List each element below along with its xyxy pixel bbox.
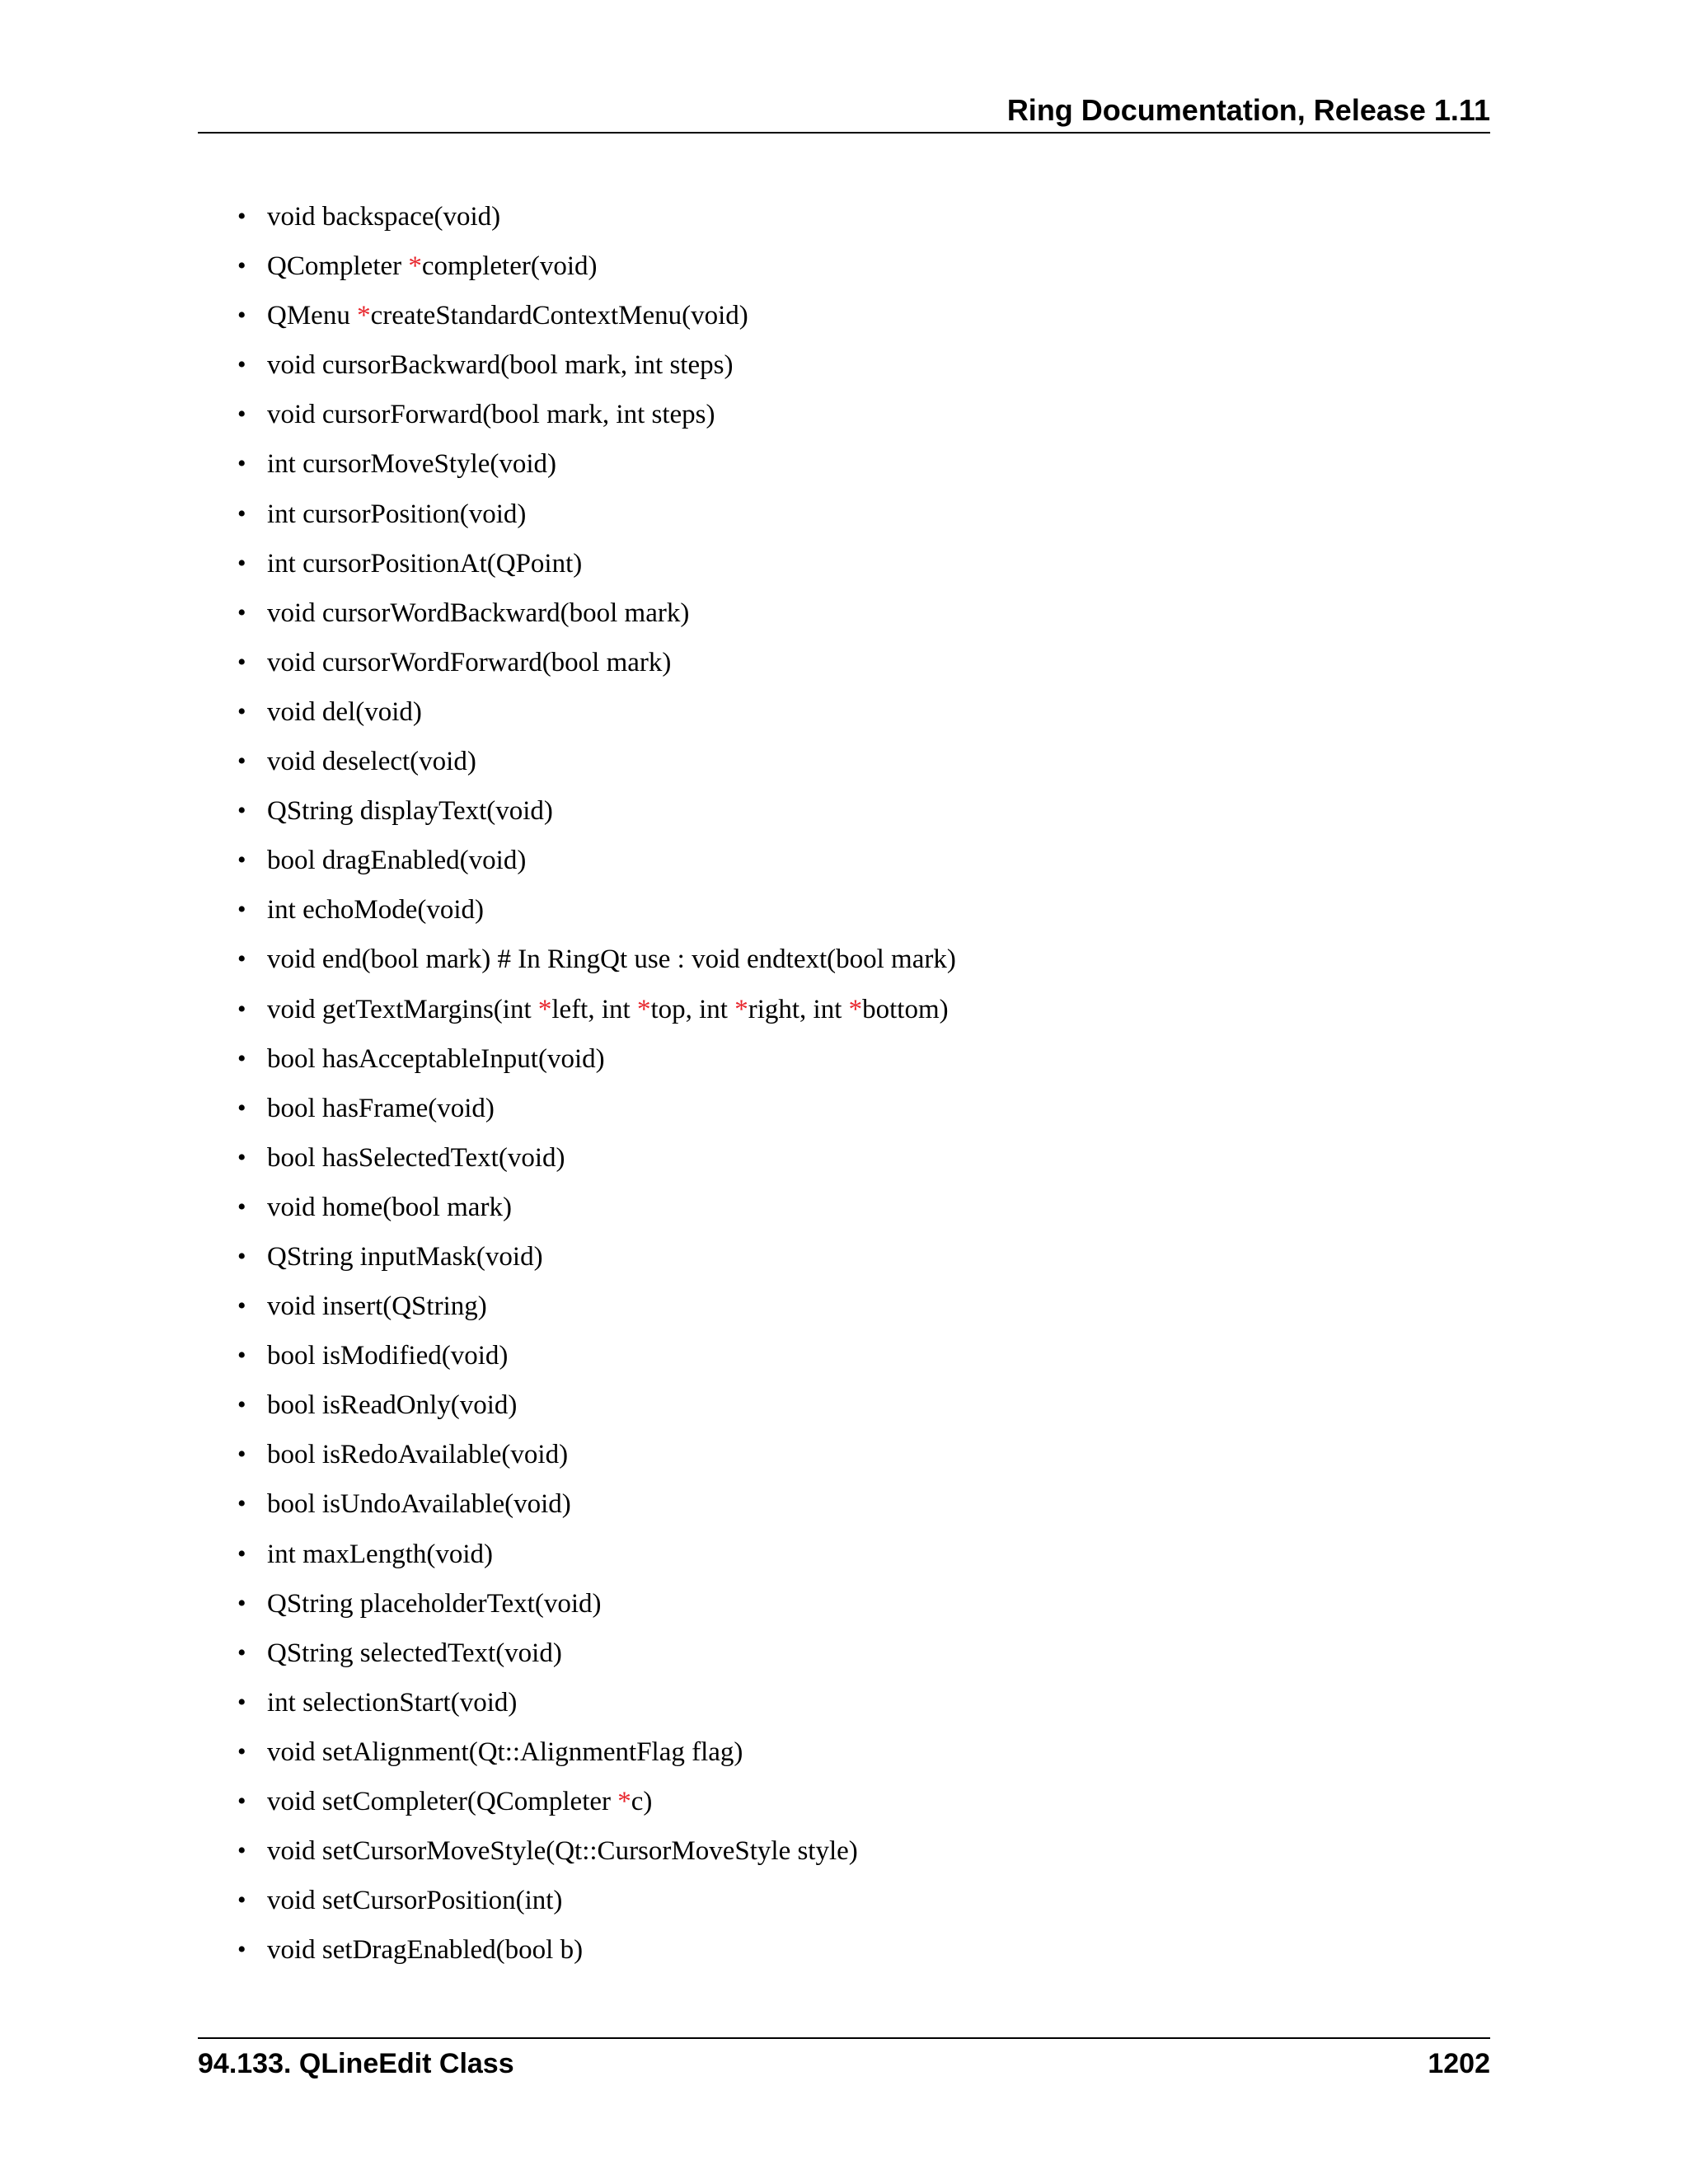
list-item [237,492,956,541]
list-item [237,1631,956,1680]
bullet-icon: • [237,401,246,429]
list-item [237,1482,956,1531]
list-item [237,442,956,491]
list-item [237,739,956,789]
method-signature: void setAlignment(Qt::AlignmentFlag flag) [267,1736,743,1767]
method-signature: void cursorBackward(bool mark, int steps) [267,350,734,381]
bullet-icon: • [237,598,246,626]
method-signature: void setDragEnabled(bool b) [267,1935,584,1966]
method-signature: bool isUndoAvailable(void) [267,1489,571,1520]
bullet-icon: • [237,748,246,776]
method-signature: QString placeholderText(void) [267,1588,602,1619]
method-signature: void cursorWordForward(bool mark) [267,647,672,677]
method-signature: void end(bool mark) # In RingQt use : void endtext(bool mark) [267,944,956,975]
method-signature: int cursorMoveStyle(void) [267,449,557,480]
list-item [237,392,956,442]
bullet-icon: • [237,450,246,478]
method-signature: int cursorPosition(void) [267,499,527,529]
bullet-icon: • [237,499,246,527]
method-signature: int selectionStart(void) [267,1687,518,1718]
bullet-icon: • [237,1193,246,1221]
pointer-asterisk: * [734,994,748,1024]
list-item [237,591,956,640]
list-item [237,690,956,739]
bullet-icon: • [237,1837,246,1865]
method-signature: bool dragEnabled(void) [267,846,527,876]
bullet-icon: • [237,1391,246,1419]
pointer-asterisk: * [848,994,863,1024]
list-item [237,1383,956,1432]
method-signature: bool hasSelectedText(void) [267,1142,565,1173]
footer-section-title: 94.133. QLineEdit Class [198,2048,514,2079]
method-signature: void insert(QString) [267,1291,487,1322]
method-signature: void del(void) [267,696,422,727]
bullet-icon: • [237,945,246,973]
method-signature: bool isRedoAvailable(void) [267,1440,569,1470]
list-item [237,194,956,244]
list-item [237,987,956,1037]
bullet-icon: • [237,351,246,379]
bullet-icon: • [237,797,246,825]
bullet-icon: • [237,1242,246,1270]
method-signature: int cursorPositionAt(QPoint) [267,548,583,579]
method-signature: QString inputMask(void) [267,1241,543,1272]
method-signature: void setCompleter(QCompleter *c) [267,1787,653,1816]
method-signature: void home(bool mark) [267,1192,512,1222]
list-item [237,937,956,987]
method-signature: void setCursorPosition(int) [267,1886,563,1916]
method-signature: void backspace(void) [267,202,501,232]
bullet-icon: • [237,697,246,725]
bullet-icon: • [237,1540,246,1568]
header-title: Ring Documentation, Release 1.11 [1006,93,1490,127]
bullet-icon: • [237,1688,246,1716]
list-item [237,1680,956,1730]
list-item [237,1235,956,1284]
method-signature: bool hasAcceptableInput(void) [267,1043,605,1074]
bullet-icon: • [237,1788,246,1815]
method-signature: void setCursorMoveStyle(Qt::CursorMoveStyle style) [267,1836,858,1867]
list-item [237,244,956,293]
list-item [237,1779,956,1829]
bullet-icon: • [237,1589,246,1617]
pointer-asterisk: * [617,1787,631,1816]
bullet-icon: • [237,549,246,577]
list-item [237,888,956,937]
list-item [237,293,956,343]
method-signature: bool isModified(void) [267,1341,509,1371]
pointer-asterisk: * [537,994,552,1024]
pointer-asterisk: * [408,251,422,282]
bullet-icon: • [237,1490,246,1518]
list-item [237,1532,956,1582]
bullet-icon: • [237,203,246,230]
list-item [237,1928,956,1977]
bullet-icon: • [237,846,246,874]
list-item [237,343,956,392]
method-signature: int echoMode(void) [267,895,485,926]
bullet-icon: • [237,302,246,330]
bullet-icon: • [237,1143,246,1171]
list-item [237,789,956,838]
list-item [237,1284,956,1333]
bullet-icon: • [237,1638,246,1666]
list-item [237,1582,956,1631]
method-signature: bool hasFrame(void) [267,1093,495,1123]
list-item [237,1333,956,1383]
method-signature: QMenu *createStandardContextMenu(void) [267,301,748,331]
list-item [237,541,956,591]
list-item [237,1086,956,1136]
bullet-icon: • [237,252,246,280]
list-item [237,1878,956,1928]
pointer-asterisk: * [636,994,651,1024]
bullet-icon: • [237,1936,246,1964]
method-signature: bool isReadOnly(void) [267,1390,518,1421]
bullet-icon: • [237,1737,246,1765]
bullet-icon: • [237,1342,246,1370]
pointer-asterisk: * [357,301,371,331]
bullet-icon: • [237,648,246,676]
page-footer [198,2037,1490,2082]
bullet-icon: • [237,1292,246,1320]
page-header [198,92,1490,134]
method-signature: void cursorForward(bool mark, int steps) [267,400,715,430]
method-signature: void cursorWordBackward(bool mark) [267,598,690,628]
method-signature: int maxLength(void) [267,1539,494,1569]
bullet-icon: • [237,1044,246,1072]
list-item [237,1136,956,1185]
list-item [237,1829,956,1878]
method-signature: QString selectedText(void) [267,1638,562,1668]
footer-page-number: 1202 [1428,2048,1490,2079]
list-item [237,838,956,888]
list-item [237,1037,956,1086]
bullet-icon: • [237,1886,246,1915]
method-signature: QString displayText(void) [267,796,553,827]
list-item [237,1432,956,1482]
list-item [237,640,956,690]
bullet-icon: • [237,1094,246,1122]
method-signature: QCompleter *completer(void) [267,251,598,282]
list-item [237,1730,956,1779]
method-signature: void deselect(void) [267,747,476,777]
method-list [237,194,956,1977]
bullet-icon: • [237,1441,246,1469]
method-signature: void getTextMargins(int *left, int *top, int *right, int *bottom) [267,994,949,1024]
list-item [237,1185,956,1235]
bullet-icon: • [237,995,246,1023]
bullet-icon: • [237,896,246,924]
